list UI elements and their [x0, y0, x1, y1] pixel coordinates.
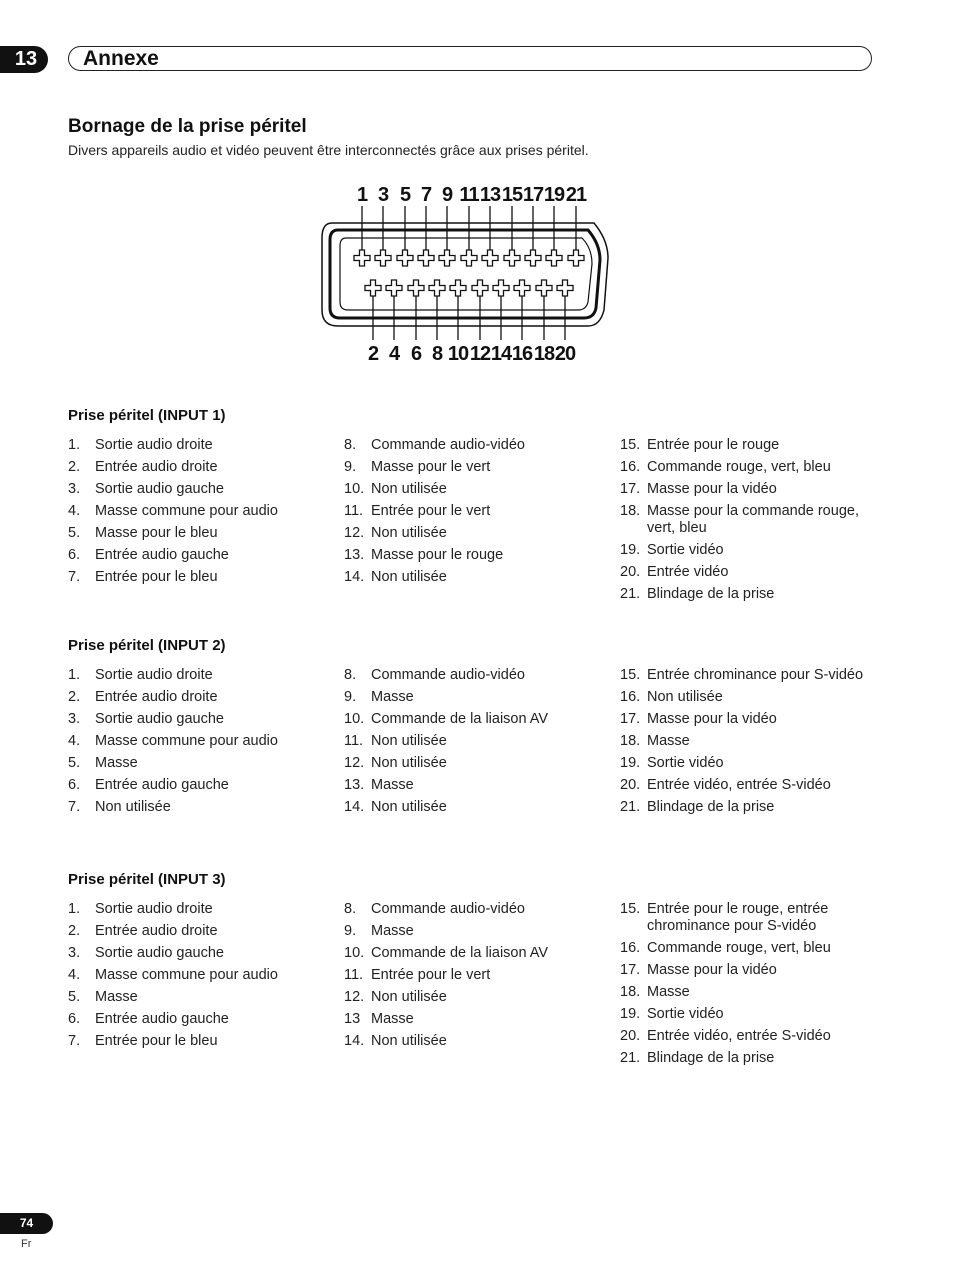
pin-list-item — [344, 547, 604, 564]
pin-contact — [418, 250, 434, 266]
pin-number: 8. — [344, 437, 357, 453]
bottom-pin-label: 6 — [410, 343, 422, 365]
pin-number: 9. — [344, 923, 357, 939]
bottom-pin-label: 4 — [388, 343, 400, 365]
pin-description: Masse commune pour audio — [95, 967, 278, 983]
pin-description: Sortie audio gauche — [95, 481, 224, 497]
pinout-group-title: Prise péritel (INPUT 2) — [68, 637, 226, 654]
bottom-pin-label: 18 — [533, 343, 555, 365]
pin-description: Masse — [371, 689, 414, 705]
pin-list-item — [620, 564, 880, 581]
pin-list-item — [68, 503, 328, 520]
pin-number: 11. — [344, 967, 364, 983]
pin-number: 1. — [68, 437, 81, 453]
pin-description: Masse pour la commande rouge, vert, bleu — [647, 503, 859, 536]
pin-number: 6. — [68, 777, 81, 793]
pin-column — [344, 667, 604, 821]
pin-number: 21. — [620, 799, 641, 815]
pin-description: Non utilisée — [647, 689, 723, 705]
pin-list-item — [68, 755, 328, 772]
pin-list-item — [620, 711, 880, 728]
chapter-number-badge: 13 — [0, 46, 48, 73]
pin-list-item — [344, 569, 604, 586]
pin-list-item — [620, 777, 880, 794]
pin-number: 15. — [620, 901, 641, 917]
pin-description: Commande rouge, vert, bleu — [647, 459, 831, 475]
pin-description: Sortie audio droite — [95, 667, 213, 683]
pin-description: Masse — [95, 755, 138, 771]
pin-number: 11. — [344, 733, 364, 749]
pin-contact — [354, 250, 370, 266]
pin-number: 6. — [68, 547, 81, 563]
pin-number: 12. — [344, 755, 365, 771]
scart-pinout-svg — [310, 178, 620, 368]
pin-description: Non utilisée — [95, 799, 171, 815]
pin-list-item — [68, 569, 328, 586]
pin-column — [620, 667, 880, 821]
top-pin-label: 9 — [441, 184, 453, 206]
pin-description: Entrée vidéo, entrée S-vidéo — [647, 777, 831, 793]
pin-description: Entrée audio gauche — [95, 777, 229, 793]
pin-number: 7. — [68, 799, 81, 815]
pin-description: Entrée audio droite — [95, 689, 218, 705]
top-pin-label: 21 — [565, 184, 587, 206]
pin-number: 1. — [68, 901, 81, 917]
pin-number: 20. — [620, 564, 641, 580]
pin-description: Entrée vidéo — [647, 564, 729, 580]
pin-description: Commande audio-vidéo — [371, 667, 525, 683]
pin-number: 21. — [620, 1050, 641, 1066]
pin-list-item — [344, 437, 604, 454]
pin-contact — [504, 250, 520, 266]
pin-description: Commande de la liaison AV — [371, 711, 549, 727]
pin-list-item — [344, 967, 604, 984]
pin-column — [68, 437, 328, 591]
pin-column — [620, 901, 880, 1072]
pin-description: Entrée pour le rouge, entrée chrominance pour S-vidéo — [647, 901, 829, 934]
top-pin-label: 1 — [356, 184, 368, 206]
pin-list-item — [68, 481, 328, 498]
top-pin-label: 19 — [543, 184, 565, 206]
pin-description: Non utilisée — [371, 799, 447, 815]
pin-number: 3. — [68, 481, 81, 497]
pin-list-item — [68, 689, 328, 706]
pin-list-item — [344, 989, 604, 1006]
pin-number: 19. — [620, 755, 641, 771]
pin-contact — [493, 280, 509, 296]
top-pin-label: 5 — [399, 184, 411, 206]
pin-number: 2. — [68, 459, 81, 475]
pin-contact — [557, 280, 573, 296]
pin-description: Entrée audio droite — [95, 459, 218, 475]
pin-description: Entrée pour le bleu — [95, 1033, 218, 1049]
pin-list-item — [620, 689, 880, 706]
pin-description: Commande rouge, vert, bleu — [647, 940, 831, 956]
pin-number: 5. — [68, 525, 81, 541]
pin-column — [344, 437, 604, 591]
bottom-pin-label: 2 — [367, 343, 379, 365]
pin-list-item — [620, 586, 880, 603]
pin-number: 16. — [620, 940, 641, 956]
pin-contact — [568, 250, 584, 266]
pin-description: Entrée audio gauche — [95, 547, 229, 563]
pin-description: Masse — [95, 989, 138, 1005]
bottom-pin-label: 16 — [511, 343, 533, 365]
bottom-pin-label: 12 — [469, 343, 491, 365]
pin-description: Masse pour le rouge — [371, 547, 504, 563]
pin-description: Masse commune pour audio — [95, 503, 278, 519]
pin-number: 10. — [344, 945, 365, 961]
pin-list-item — [344, 945, 604, 962]
pin-list-item — [344, 733, 604, 750]
pin-number: 2. — [68, 923, 81, 939]
pin-number: 6. — [68, 1011, 81, 1027]
pin-contact — [482, 250, 498, 266]
pin-description: Commande audio-vidéo — [371, 437, 525, 453]
pin-number: 13. — [344, 547, 365, 563]
pin-description: Commande de la liaison AV — [371, 945, 549, 961]
pin-list-item — [344, 481, 604, 498]
pin-number: 2. — [68, 689, 81, 705]
bottom-pin-label: 10 — [447, 343, 469, 365]
pin-list-item — [344, 1033, 604, 1050]
pin-contact — [365, 280, 381, 296]
pinout-group-title: Prise péritel (INPUT 3) — [68, 871, 226, 888]
pin-list-item — [344, 711, 604, 728]
pin-number: 15. — [620, 667, 641, 683]
bottom-pin-label: 14 — [490, 343, 512, 365]
pin-description: Entrée pour le vert — [371, 967, 491, 983]
pin-number: 8. — [344, 667, 357, 683]
pin-number: 3. — [68, 711, 81, 727]
pin-number: 12. — [344, 525, 365, 541]
pin-contact — [450, 280, 466, 296]
pin-list-item — [620, 733, 880, 750]
pin-number: 13 — [344, 1011, 361, 1027]
pin-description: Sortie vidéo — [647, 1006, 724, 1022]
top-pin-label: 7 — [420, 184, 432, 206]
pin-number: 4. — [68, 967, 81, 983]
pin-description: Entrée pour le bleu — [95, 569, 218, 585]
pin-column — [68, 901, 328, 1055]
page-language: Fr — [21, 1238, 32, 1250]
pin-number: 8. — [344, 901, 357, 917]
pin-list-item — [620, 1006, 880, 1023]
pin-contact — [429, 280, 445, 296]
pin-list-item — [344, 755, 604, 772]
pin-description: Sortie audio droite — [95, 437, 213, 453]
pin-description: Non utilisée — [371, 569, 447, 585]
pin-number: 5. — [68, 989, 81, 1005]
pin-description: Entrée pour le vert — [371, 503, 491, 519]
pin-list-item — [68, 733, 328, 750]
pin-description: Masse pour le vert — [371, 459, 491, 475]
pin-description: Commande audio-vidéo — [371, 901, 525, 917]
pin-description: Non utilisée — [371, 989, 447, 1005]
pin-description: Masse pour la vidéo — [647, 481, 777, 497]
pin-column — [620, 437, 880, 608]
pin-list-item — [68, 711, 328, 728]
pin-description: Masse — [371, 777, 414, 793]
pin-contact — [397, 250, 413, 266]
pin-list-item — [68, 799, 328, 816]
scart-connector-diagram — [310, 178, 620, 368]
pin-description: Masse — [371, 923, 414, 939]
pin-list-item — [68, 547, 328, 564]
pin-contact — [408, 280, 424, 296]
pin-number: 16. — [620, 689, 641, 705]
top-pin-label: 11 — [459, 184, 479, 206]
pin-contact — [386, 280, 402, 296]
pin-list-item — [68, 459, 328, 476]
pin-list-item — [68, 901, 328, 918]
pin-description: Sortie audio gauche — [95, 711, 224, 727]
pin-number: 9. — [344, 689, 357, 705]
pin-number: 4. — [68, 733, 81, 749]
pin-list-item — [68, 777, 328, 794]
pin-description: Masse commune pour audio — [95, 733, 278, 749]
pin-number: 13. — [344, 777, 365, 793]
pin-number: 18. — [620, 503, 641, 519]
pin-column — [344, 901, 604, 1055]
pin-number: 9. — [344, 459, 357, 475]
pin-number: 3. — [68, 945, 81, 961]
pin-number: 7. — [68, 569, 81, 585]
pin-list-item — [344, 777, 604, 794]
pin-list-item — [68, 945, 328, 962]
pinout-group-title: Prise péritel (INPUT 1) — [68, 407, 226, 424]
pin-list-item — [344, 923, 604, 940]
page-number: 74 — [0, 1213, 53, 1234]
bottom-pin-label: 20 — [554, 343, 576, 365]
pin-list-item — [344, 525, 604, 542]
pin-number: 11. — [344, 503, 364, 519]
pin-number: 14. — [344, 799, 365, 815]
pin-description: Non utilisée — [371, 755, 447, 771]
pin-number: 20. — [620, 1028, 641, 1044]
top-pin-label: 17 — [522, 184, 544, 206]
pin-contact — [439, 250, 455, 266]
pin-number: 4. — [68, 503, 81, 519]
pin-description: Non utilisée — [371, 525, 447, 541]
pin-list-item — [344, 799, 604, 816]
pin-list-item — [344, 689, 604, 706]
pin-list-item — [620, 459, 880, 476]
chapter-title: Annexe — [83, 47, 159, 70]
pin-number: 14. — [344, 569, 365, 585]
pin-description: Sortie audio droite — [95, 901, 213, 917]
pin-list-item — [620, 962, 880, 979]
pin-description: Blindage de la prise — [647, 1050, 775, 1066]
pin-number: 20. — [620, 777, 641, 793]
chapter-header-bar — [68, 46, 872, 71]
pin-list-item — [68, 923, 328, 940]
pin-number: 19. — [620, 542, 641, 558]
pin-description: Sortie audio gauche — [95, 945, 224, 961]
connector-inner-frame — [330, 230, 600, 318]
pin-number: 12. — [344, 989, 365, 1005]
section-intro: Divers appareils audio et vidéo peuvent être interconnectés grâce aux prises péritel. — [68, 142, 589, 158]
pin-list-item — [620, 667, 880, 684]
pin-description: Masse — [371, 1011, 414, 1027]
pin-description: Entrée audio gauche — [95, 1011, 229, 1027]
pin-number: 17. — [620, 962, 641, 978]
pin-description: Blindage de la prise — [647, 586, 775, 602]
pin-description: Masse pour la vidéo — [647, 962, 777, 978]
pin-number: 10. — [344, 481, 365, 497]
pin-list-item — [620, 503, 880, 537]
pin-list-item — [620, 481, 880, 498]
pin-number: 14. — [344, 1033, 365, 1049]
pin-contact — [536, 280, 552, 296]
pin-list-item — [68, 525, 328, 542]
pin-description: Masse — [647, 984, 690, 1000]
pin-number: 1. — [68, 667, 81, 683]
pin-description: Entrée chrominance pour S-vidéo — [647, 667, 864, 683]
pin-list-item — [344, 901, 604, 918]
pin-list-item — [344, 1011, 604, 1028]
pin-description: Entrée audio droite — [95, 923, 218, 939]
pin-list-item — [68, 1033, 328, 1050]
pin-list-item — [620, 1028, 880, 1045]
pin-number: 10. — [344, 711, 365, 727]
pin-number: 7. — [68, 1033, 81, 1049]
pin-contact — [525, 250, 541, 266]
pin-list-item — [68, 437, 328, 454]
pin-number: 5. — [68, 755, 81, 771]
pin-description: Sortie vidéo — [647, 542, 724, 558]
pin-description: Sortie vidéo — [647, 755, 724, 771]
pin-list-item — [68, 1011, 328, 1028]
pin-number: 18. — [620, 984, 641, 1000]
pin-list-item — [620, 940, 880, 957]
section-title: Bornage de la prise péritel — [68, 116, 307, 137]
pin-list-item — [620, 1050, 880, 1067]
pin-number: 21. — [620, 586, 641, 602]
pin-list-item — [620, 799, 880, 816]
pin-number: 18. — [620, 733, 641, 749]
pin-description: Non utilisée — [371, 733, 447, 749]
pin-description: Masse pour la vidéo — [647, 711, 777, 727]
bottom-pin-label: 8 — [431, 343, 443, 365]
pin-description: Entrée pour le rouge — [647, 437, 780, 453]
pin-description: Non utilisée — [371, 481, 447, 497]
pin-list-item — [344, 459, 604, 476]
pin-list-item — [620, 437, 880, 454]
pin-description: Blindage de la prise — [647, 799, 775, 815]
pin-list-item — [68, 967, 328, 984]
pin-column — [68, 667, 328, 821]
pin-list-item — [620, 755, 880, 772]
top-pin-label: 13 — [479, 184, 501, 206]
top-pin-label: 3 — [377, 184, 389, 206]
pin-list-item — [620, 901, 880, 935]
pin-contact — [514, 280, 530, 296]
pin-contact — [472, 280, 488, 296]
pin-number: 15. — [620, 437, 641, 453]
pin-contact — [375, 250, 391, 266]
pin-list-item — [344, 503, 604, 520]
pin-number: 19. — [620, 1006, 641, 1022]
pin-list-item — [620, 542, 880, 559]
pin-contact — [546, 250, 562, 266]
pin-description: Masse — [647, 733, 690, 749]
pin-description: Non utilisée — [371, 1033, 447, 1049]
pin-list-item — [68, 989, 328, 1006]
pin-list-item — [68, 667, 328, 684]
top-pin-label: 15 — [501, 184, 523, 206]
pin-number: 17. — [620, 481, 641, 497]
pin-number: 17. — [620, 711, 641, 727]
pin-description: Masse pour le bleu — [95, 525, 218, 541]
pin-description: Entrée vidéo, entrée S-vidéo — [647, 1028, 831, 1044]
pin-list-item — [344, 667, 604, 684]
pin-number: 16. — [620, 459, 641, 475]
pin-list-item — [620, 984, 880, 1001]
pin-contact — [461, 250, 477, 266]
